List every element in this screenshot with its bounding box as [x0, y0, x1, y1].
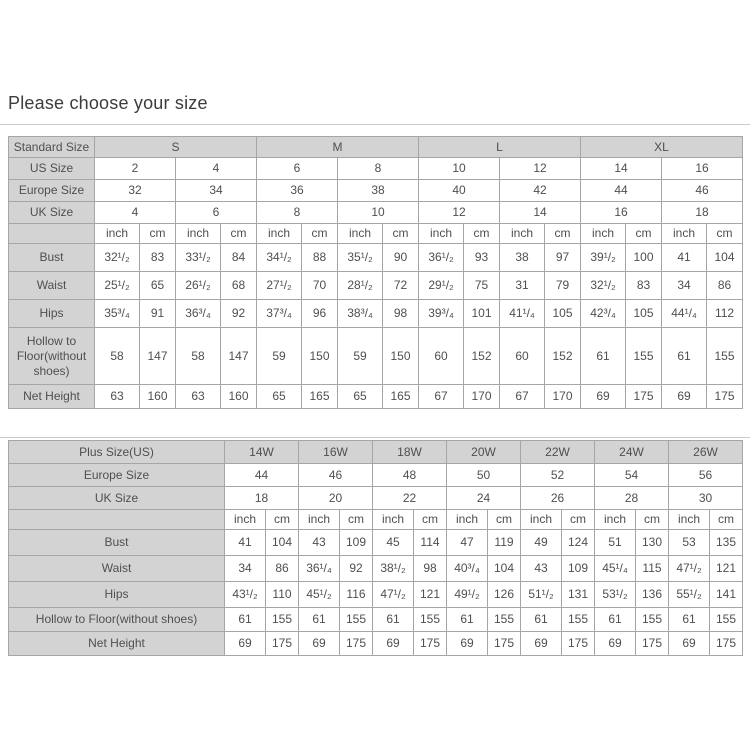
measurement-value-cell: 84 [221, 244, 257, 272]
measurement-value-cell: 58 [95, 328, 140, 385]
unit-label-cell: inch [299, 510, 340, 530]
size-value-cell: 46 [662, 180, 743, 202]
size-value-cell: 20 [299, 487, 373, 510]
measurement-value-cell: 60 [419, 328, 464, 385]
measurement-value-cell: 69 [373, 632, 414, 656]
measurement-value-cell: 51 [595, 530, 636, 556]
size-value-cell: 44 [581, 180, 662, 202]
size-value-cell: 52 [521, 464, 595, 487]
measurement-value-cell: 152 [545, 328, 581, 385]
size-value-cell: 24 [447, 487, 521, 510]
measurement-value-cell: 104 [707, 244, 743, 272]
measurement-value-cell: 32¹/₂ [581, 272, 626, 300]
measurement-value-cell: 39³/₄ [419, 300, 464, 328]
unit-label-cell: cm [266, 510, 299, 530]
size-value-cell: 4 [176, 158, 257, 180]
measurement-value-cell: 109 [562, 556, 595, 582]
measurement-value-cell: 53 [669, 530, 710, 556]
measurement-value-cell: 37³/₄ [257, 300, 302, 328]
measurement-value-cell: 47¹/₂ [669, 556, 710, 582]
unit-label-cell: cm [302, 224, 338, 244]
measurement-value-cell: 35³/₄ [95, 300, 140, 328]
unit-label-cell: cm [140, 224, 176, 244]
measurement-value-cell: 34 [225, 556, 266, 582]
measurement-value-cell: 135 [710, 530, 743, 556]
unit-label-cell: inch [500, 224, 545, 244]
measurement-value-cell: 29¹/₂ [419, 272, 464, 300]
measurement-value-cell: 115 [636, 556, 669, 582]
unit-label-cell: inch [95, 224, 140, 244]
measurement-value-cell: 116 [340, 582, 373, 608]
measurement-value-cell: 92 [221, 300, 257, 328]
size-value-cell: 10 [419, 158, 500, 180]
measurement-value-cell: 61 [373, 608, 414, 632]
plus-size-table [8, 440, 743, 656]
size-row [9, 464, 743, 487]
measurement-value-cell: 98 [414, 556, 447, 582]
measurement-value-cell: 101 [464, 300, 500, 328]
size-value-cell: 48 [373, 464, 447, 487]
size-value-cell: 18 [662, 202, 743, 224]
measurement-value-cell: 58 [176, 328, 221, 385]
row-label-cell: Bust [9, 244, 95, 272]
row-label-cell: Plus Size(US) [9, 441, 225, 464]
unit-label-cell: inch [419, 224, 464, 244]
size-value-cell: 14 [581, 158, 662, 180]
unit-label-cell: inch [662, 224, 707, 244]
measurement-value-cell: 90 [383, 244, 419, 272]
measurement-value-cell: 26¹/₂ [176, 272, 221, 300]
measurement-value-cell: 61 [299, 608, 340, 632]
measurement-value-cell: 155 [626, 328, 662, 385]
size-value-cell: 22 [373, 487, 447, 510]
size-value-cell: 16 [581, 202, 662, 224]
measurement-value-cell: 61 [447, 608, 488, 632]
size-value-cell: 38 [338, 180, 419, 202]
measurement-value-cell: 130 [636, 530, 669, 556]
measurement-value-cell: 155 [266, 608, 299, 632]
row-label-cell: UK Size [9, 202, 95, 224]
unit-label-cell: cm [636, 510, 669, 530]
divider [0, 437, 750, 438]
measurement-value-cell: 68 [221, 272, 257, 300]
size-value-cell: 26 [521, 487, 595, 510]
size-group-cell: 14W [225, 441, 299, 464]
size-value-cell: 14 [500, 202, 581, 224]
measurement-value-cell: 34¹/₂ [257, 244, 302, 272]
measurement-value-cell: 147 [140, 328, 176, 385]
row-label-cell: US Size [9, 158, 95, 180]
measurement-row [9, 632, 743, 656]
measurement-value-cell: 86 [707, 272, 743, 300]
size-group-cell: XL [581, 137, 743, 158]
unit-label-cell: cm [707, 224, 743, 244]
measurement-value-cell: 69 [581, 385, 626, 409]
measurement-value-cell: 121 [414, 582, 447, 608]
size-group-cell: 20W [447, 441, 521, 464]
measurement-value-cell: 150 [302, 328, 338, 385]
size-group-cell: L [419, 137, 581, 158]
measurement-row [9, 582, 743, 608]
measurement-value-cell: 155 [710, 608, 743, 632]
size-value-cell: 42 [500, 180, 581, 202]
measurement-value-cell: 175 [636, 632, 669, 656]
measurement-value-cell: 36¹/₄ [299, 556, 340, 582]
measurement-value-cell: 165 [302, 385, 338, 409]
size-value-cell: 36 [257, 180, 338, 202]
size-value-cell: 40 [419, 180, 500, 202]
measurement-value-cell: 34 [662, 272, 707, 300]
unit-label-cell: inch [521, 510, 562, 530]
measurement-value-cell: 109 [340, 530, 373, 556]
size-group-cell: 22W [521, 441, 595, 464]
measurement-value-cell: 69 [225, 632, 266, 656]
measurement-value-cell: 43 [521, 556, 562, 582]
unit-label-cell: inch [338, 224, 383, 244]
measurement-value-cell: 69 [662, 385, 707, 409]
size-group-cell: 24W [595, 441, 669, 464]
measurement-value-cell: 69 [669, 632, 710, 656]
size-value-cell: 16 [662, 158, 743, 180]
measurement-value-cell: 104 [488, 556, 521, 582]
row-label-cell: Hollow to Floor(without shoes) [9, 328, 95, 385]
size-value-cell: 18 [225, 487, 299, 510]
unit-label-cell: cm [488, 510, 521, 530]
measurement-value-cell: 170 [464, 385, 500, 409]
measurement-value-cell: 67 [419, 385, 464, 409]
measurement-value-cell: 86 [266, 556, 299, 582]
size-row [9, 202, 743, 224]
unit-label-cell: inch [595, 510, 636, 530]
measurement-value-cell: 61 [225, 608, 266, 632]
measurement-value-cell: 41 [225, 530, 266, 556]
measurement-value-cell: 147 [221, 328, 257, 385]
measurement-value-cell: 105 [626, 300, 662, 328]
measurement-value-cell: 160 [221, 385, 257, 409]
row-label-cell: Europe Size [9, 180, 95, 202]
measurement-value-cell: 61 [521, 608, 562, 632]
unit-label-cell: inch [176, 224, 221, 244]
size-value-cell: 12 [500, 158, 581, 180]
measurement-value-cell: 27¹/₂ [257, 272, 302, 300]
measurement-value-cell: 165 [383, 385, 419, 409]
unit-label-cell: cm [340, 510, 373, 530]
measurement-value-cell: 65 [257, 385, 302, 409]
measurement-value-cell: 119 [488, 530, 521, 556]
measurement-value-cell: 63 [176, 385, 221, 409]
measurement-row [9, 385, 743, 409]
size-value-cell: 4 [95, 202, 176, 224]
row-label-cell: Hollow to Floor(without shoes) [9, 608, 225, 632]
measurement-value-cell: 93 [464, 244, 500, 272]
measurement-value-cell: 40³/₄ [447, 556, 488, 582]
standard-size-table [8, 136, 743, 409]
measurement-value-cell: 175 [562, 632, 595, 656]
measurement-row [9, 556, 743, 582]
measurement-value-cell: 79 [545, 272, 581, 300]
measurement-value-cell: 69 [595, 632, 636, 656]
size-group-cell: 16W [299, 441, 373, 464]
measurement-value-cell: 105 [545, 300, 581, 328]
measurement-value-cell: 43 [299, 530, 340, 556]
unit-label-cell: cm [464, 224, 500, 244]
size-value-cell: 44 [225, 464, 299, 487]
measurement-value-cell: 152 [464, 328, 500, 385]
measurement-value-cell: 38 [500, 244, 545, 272]
measurement-row [9, 300, 743, 328]
row-label-cell: Standard Size [9, 137, 95, 158]
measurement-value-cell: 69 [521, 632, 562, 656]
row-label-cell: Hips [9, 582, 225, 608]
size-value-cell: 32 [95, 180, 176, 202]
measurement-value-cell: 47 [447, 530, 488, 556]
measurement-value-cell: 65 [140, 272, 176, 300]
measurement-value-cell: 41 [662, 244, 707, 272]
measurement-value-cell: 63 [95, 385, 140, 409]
size-value-cell: 54 [595, 464, 669, 487]
measurement-value-cell: 175 [710, 632, 743, 656]
measurement-row [9, 272, 743, 300]
measurement-value-cell: 175 [414, 632, 447, 656]
row-label-cell: Hips [9, 300, 95, 328]
unit-label-cell: cm [414, 510, 447, 530]
size-value-cell: 34 [176, 180, 257, 202]
measurement-value-cell: 47¹/₂ [373, 582, 414, 608]
row-label-cell: Waist [9, 272, 95, 300]
unit-label-cell: cm [626, 224, 662, 244]
size-row [9, 487, 743, 510]
size-group-row [9, 441, 743, 464]
measurement-value-cell: 155 [562, 608, 595, 632]
measurement-value-cell: 175 [340, 632, 373, 656]
size-value-cell: 30 [669, 487, 743, 510]
measurement-value-cell: 155 [488, 608, 521, 632]
measurement-value-cell: 43¹/₂ [225, 582, 266, 608]
unit-label-cell: inch [669, 510, 710, 530]
measurement-value-cell: 36³/₄ [176, 300, 221, 328]
size-group-row [9, 137, 743, 158]
size-value-cell: 56 [669, 464, 743, 487]
measurement-value-cell: 61 [595, 608, 636, 632]
measurement-value-cell: 155 [340, 608, 373, 632]
measurement-value-cell: 92 [340, 556, 373, 582]
row-label-cell: Europe Size [9, 464, 225, 487]
unit-row [9, 510, 743, 530]
measurement-value-cell: 67 [500, 385, 545, 409]
size-group-cell: 26W [669, 441, 743, 464]
unit-row-corner-cell [9, 224, 95, 244]
measurement-value-cell: 45¹/₂ [299, 582, 340, 608]
measurement-value-cell: 155 [414, 608, 447, 632]
size-value-cell: 6 [257, 158, 338, 180]
measurement-value-cell: 75 [464, 272, 500, 300]
measurement-value-cell: 70 [302, 272, 338, 300]
measurement-value-cell: 51¹/₂ [521, 582, 562, 608]
measurement-value-cell: 45 [373, 530, 414, 556]
measurement-value-cell: 55¹/₂ [669, 582, 710, 608]
measurement-value-cell: 69 [447, 632, 488, 656]
row-label-cell: UK Size [9, 487, 225, 510]
measurement-value-cell: 124 [562, 530, 595, 556]
measurement-value-cell: 72 [383, 272, 419, 300]
measurement-value-cell: 42³/₄ [581, 300, 626, 328]
measurement-value-cell: 160 [140, 385, 176, 409]
unit-label-cell: cm [383, 224, 419, 244]
measurement-value-cell: 65 [338, 385, 383, 409]
unit-row-corner-cell [9, 510, 225, 530]
measurement-value-cell: 136 [636, 582, 669, 608]
size-value-cell: 2 [95, 158, 176, 180]
measurement-value-cell: 121 [710, 556, 743, 582]
measurement-row [9, 328, 743, 385]
measurement-value-cell: 155 [636, 608, 669, 632]
size-row [9, 180, 743, 202]
unit-label-cell: cm [562, 510, 595, 530]
measurement-row [9, 530, 743, 556]
divider [0, 124, 750, 125]
unit-row [9, 224, 743, 244]
row-label-cell: Net Height [9, 385, 95, 409]
unit-label-cell: inch [447, 510, 488, 530]
measurement-value-cell: 150 [383, 328, 419, 385]
measurement-value-cell: 175 [266, 632, 299, 656]
size-value-cell: 10 [338, 202, 419, 224]
measurement-value-cell: 100 [626, 244, 662, 272]
unit-label-cell: cm [221, 224, 257, 244]
measurement-value-cell: 53¹/₂ [595, 582, 636, 608]
measurement-value-cell: 38¹/₂ [373, 556, 414, 582]
measurement-value-cell: 61 [669, 608, 710, 632]
size-value-cell: 50 [447, 464, 521, 487]
unit-label-cell: inch [581, 224, 626, 244]
measurement-value-cell: 114 [414, 530, 447, 556]
measurement-value-cell: 131 [562, 582, 595, 608]
measurement-value-cell: 91 [140, 300, 176, 328]
measurement-value-cell: 28¹/₂ [338, 272, 383, 300]
measurement-value-cell: 83 [140, 244, 176, 272]
measurement-value-cell: 49¹/₂ [447, 582, 488, 608]
size-value-cell: 12 [419, 202, 500, 224]
size-group-cell: M [257, 137, 419, 158]
size-value-cell: 8 [338, 158, 419, 180]
row-label-cell: Bust [9, 530, 225, 556]
measurement-row [9, 244, 743, 272]
measurement-value-cell: 97 [545, 244, 581, 272]
measurement-value-cell: 88 [302, 244, 338, 272]
measurement-value-cell: 155 [707, 328, 743, 385]
measurement-value-cell: 44¹/₄ [662, 300, 707, 328]
row-label-cell: Waist [9, 556, 225, 582]
unit-label-cell: inch [225, 510, 266, 530]
measurement-value-cell: 61 [662, 328, 707, 385]
measurement-value-cell: 49 [521, 530, 562, 556]
measurement-value-cell: 32¹/₂ [95, 244, 140, 272]
unit-label-cell: cm [710, 510, 743, 530]
measurement-value-cell: 59 [338, 328, 383, 385]
measurement-value-cell: 175 [626, 385, 662, 409]
page-title: Please choose your size [8, 93, 208, 113]
measurement-value-cell: 175 [707, 385, 743, 409]
measurement-value-cell: 35¹/₂ [338, 244, 383, 272]
measurement-value-cell: 175 [488, 632, 521, 656]
measurement-value-cell: 110 [266, 582, 299, 608]
size-value-cell: 8 [257, 202, 338, 224]
measurement-value-cell: 36¹/₂ [419, 244, 464, 272]
size-value-cell: 46 [299, 464, 373, 487]
measurement-value-cell: 170 [545, 385, 581, 409]
unit-label-cell: inch [373, 510, 414, 530]
size-row [9, 158, 743, 180]
measurement-value-cell: 96 [302, 300, 338, 328]
measurement-value-cell: 33¹/₂ [176, 244, 221, 272]
unit-label-cell: inch [257, 224, 302, 244]
measurement-value-cell: 59 [257, 328, 302, 385]
measurement-value-cell: 25¹/₂ [95, 272, 140, 300]
row-label-cell: Net Height [9, 632, 225, 656]
size-value-cell: 28 [595, 487, 669, 510]
measurement-value-cell: 112 [707, 300, 743, 328]
measurement-value-cell: 61 [581, 328, 626, 385]
measurement-value-cell: 41¹/₄ [500, 300, 545, 328]
measurement-value-cell: 69 [299, 632, 340, 656]
measurement-value-cell: 45¹/₄ [595, 556, 636, 582]
measurement-value-cell: 83 [626, 272, 662, 300]
measurement-value-cell: 31 [500, 272, 545, 300]
measurement-value-cell: 60 [500, 328, 545, 385]
measurement-row [9, 608, 743, 632]
measurement-value-cell: 141 [710, 582, 743, 608]
measurement-value-cell: 38³/₄ [338, 300, 383, 328]
measurement-value-cell: 98 [383, 300, 419, 328]
size-group-cell: S [95, 137, 257, 158]
measurement-value-cell: 104 [266, 530, 299, 556]
unit-label-cell: cm [545, 224, 581, 244]
size-group-cell: 18W [373, 441, 447, 464]
measurement-value-cell: 39¹/₂ [581, 244, 626, 272]
measurement-value-cell: 126 [488, 582, 521, 608]
size-value-cell: 6 [176, 202, 257, 224]
